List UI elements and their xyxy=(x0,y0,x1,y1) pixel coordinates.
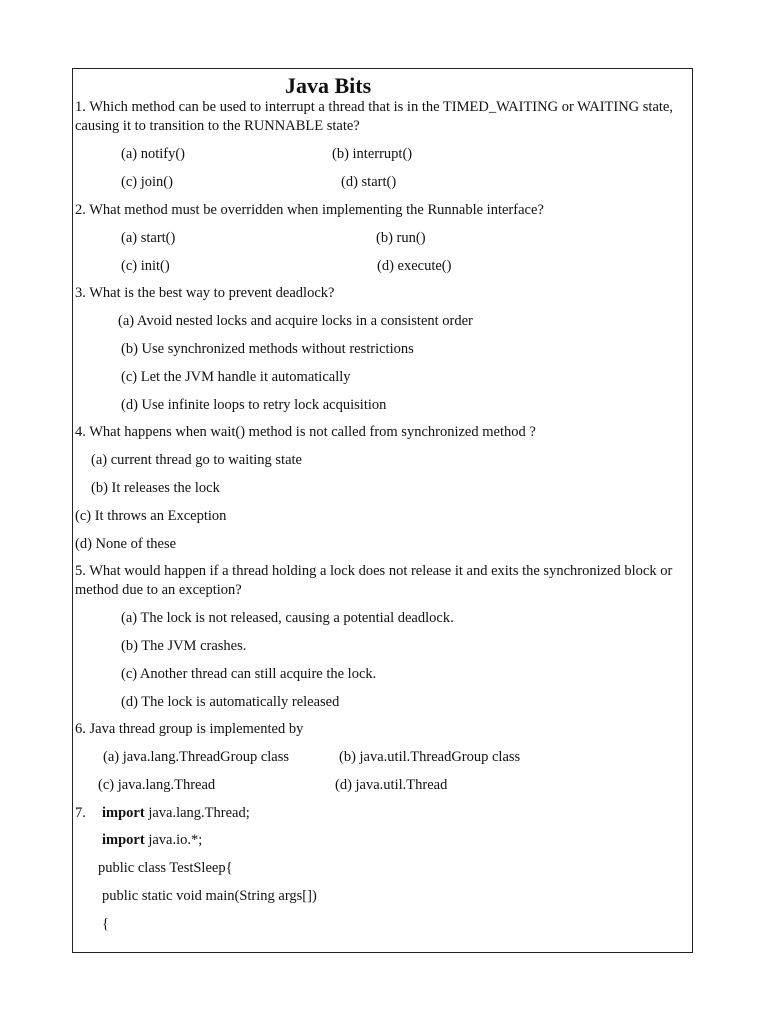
question-4-option-c: (c) It throws an Exception xyxy=(75,508,227,524)
question-3-option-a: (a) Avoid nested locks and acquire locks in a consistent order xyxy=(118,313,473,329)
question-4-option-d: (d) None of these xyxy=(75,536,177,552)
question-7-number: 7. xyxy=(75,805,86,821)
code-line-4 xyxy=(102,887,317,906)
question-5-option-d: (d) The lock is automatically released xyxy=(121,694,340,710)
question-4-text: 4. What happens when wait() method is not called from synchronized method ? xyxy=(75,424,536,440)
question-2-text: 2. What method must be overridden when implementing the Runnable interface? xyxy=(75,202,544,218)
question-1-option-a: (a) notify() xyxy=(121,146,186,162)
question-6-option-c: (c) java.lang.Thread xyxy=(98,777,216,793)
code-text: { xyxy=(102,916,109,932)
question-2-option-d: (d) execute() xyxy=(377,258,452,274)
question-2-option-a: (a) start() xyxy=(121,230,176,246)
question-5-text: 5. What would happen if a thread holding a lock does not release it and exits the synchronized block or method due to an exception? xyxy=(75,563,673,598)
code-keyword: import xyxy=(102,832,145,848)
question-6-option-b: (b) java.util.ThreadGroup class xyxy=(339,749,521,765)
question-3-option-b: (b) Use synchronized methods without restrictions xyxy=(121,341,414,357)
question-1-text: 1. Which method can be used to interrupt a thread that is in the TIMED_WAITING or WAITING state, causing it to transition to the RUNNABLE state? xyxy=(75,99,673,134)
question-2-option-b: (b) run() xyxy=(376,230,426,246)
question-4-option-b: (b) It releases the lock xyxy=(91,480,220,496)
question-6-text: 6. Java thread group is implemented by xyxy=(75,721,304,737)
question-5-option-b: (b) The JVM crashes. xyxy=(121,638,247,654)
code-line-3 xyxy=(98,859,233,878)
question-3-option-c: (c) Let the JVM handle it automatically xyxy=(121,369,351,385)
page-title: Java Bits xyxy=(285,73,372,98)
code-text: java.lang.Thread; xyxy=(144,805,250,821)
code-line-1 xyxy=(102,804,250,823)
question-5-option-c: (c) Another thread can still acquire the lock. xyxy=(121,666,377,682)
question-6-option-a: (a) java.lang.ThreadGroup class xyxy=(103,749,290,765)
question-2-option-c: (c) init() xyxy=(121,258,170,274)
code-text: java.io.*; xyxy=(144,832,203,848)
code-text: public class TestSleep{ xyxy=(98,860,233,876)
code-line-2 xyxy=(102,831,202,850)
question-4-option-a: (a) current thread go to waiting state xyxy=(91,452,302,468)
code-line-5 xyxy=(102,915,109,934)
question-1-option-d: (d) start() xyxy=(341,174,397,190)
code-text: public static void main(String args[]) xyxy=(102,888,317,904)
question-1-option-c: (c) join() xyxy=(121,174,173,190)
question-5-option-a: (a) The lock is not released, causing a potential deadlock. xyxy=(121,610,454,626)
question-3-text: 3. What is the best way to prevent deadlock? xyxy=(75,285,335,301)
question-3-option-d: (d) Use infinite loops to retry lock acquisition xyxy=(121,397,387,413)
question-6-option-d: (d) java.util.Thread xyxy=(335,777,448,793)
code-keyword: import xyxy=(102,805,145,821)
question-1-option-b: (b) interrupt() xyxy=(332,146,413,162)
